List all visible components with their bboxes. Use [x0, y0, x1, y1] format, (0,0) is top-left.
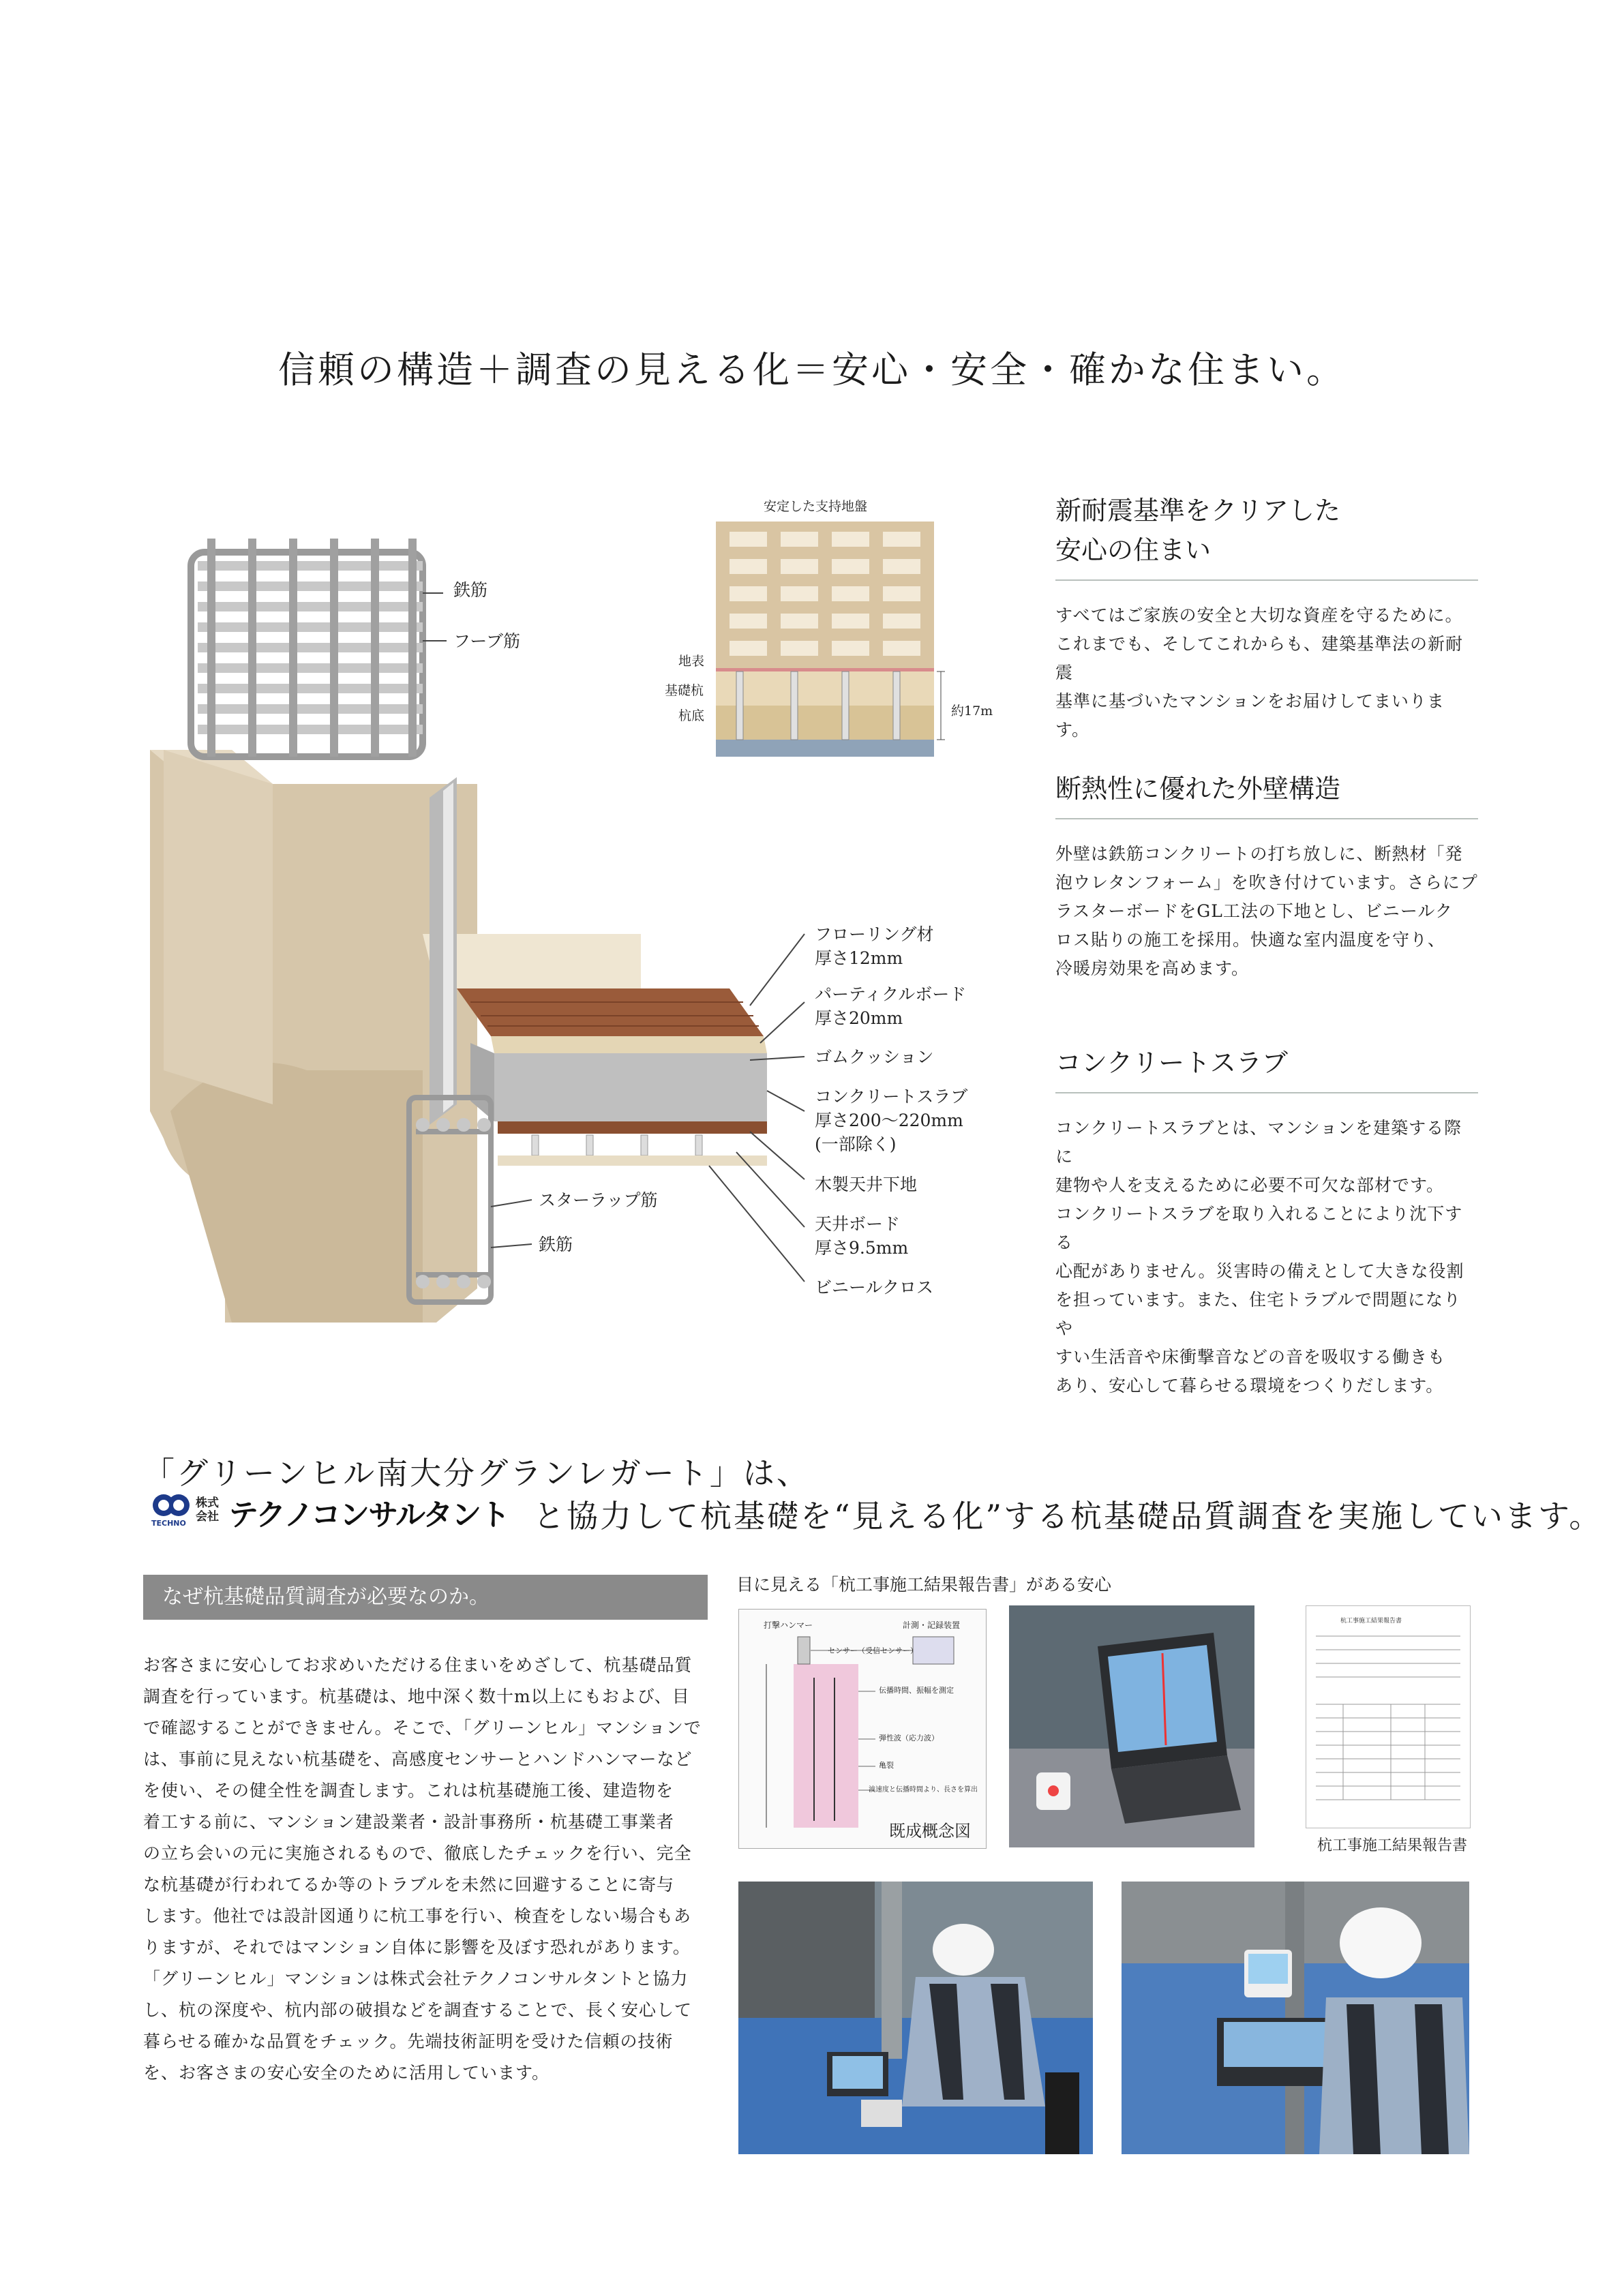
label-flooring: フローリング材	[815, 924, 934, 944]
section-slab-title: コンクリートスラブ	[1055, 1048, 1288, 1078]
section-seismic-title: 新耐震基準をクリアした	[1055, 496, 1341, 526]
section-divider	[1055, 1092, 1478, 1093]
report-document-title: 杭工事施工結果報告書	[1340, 1618, 1402, 1625]
concept-caption: 既成概念図	[889, 1822, 971, 1841]
section-divider	[1055, 818, 1478, 819]
section-slab-body: コンクリートスラブとは、マンションを建築する際に 建物や人を支えるために必要不可欠な部材です。 コンクリートスラブを取り入れることにより沈下する 心配がありません。災害時の備えとして大きな役割 を担っています。また、住宅トラブルで問題になりや すい生活音や床衝撃音などの音を吸収する働きも あり、安心して暮らせる環境をつくりだします。	[1055, 1118, 1464, 1395]
label-wood-ceiling: 木製天井下地	[815, 1175, 918, 1194]
report-caption: 杭工事施工結果報告書	[1317, 1837, 1468, 1854]
section-slab	[1055, 1043, 1478, 1400]
label-slab: コンクリートスラブ	[815, 1087, 968, 1106]
label-flooring-thk: 厚さ12mm	[815, 948, 903, 968]
section-insulation-title: 断熱性に優れた外壁構造	[1055, 774, 1341, 804]
section-insulation	[1055, 769, 1478, 983]
report-heading: 目に見える「杭工事施工結果報告書」がある安心	[736, 1575, 1112, 1595]
section-divider	[1055, 579, 1478, 581]
page-title: 信頼の構造＋調査の見える化＝安心・安全・確かな住まい。	[278, 348, 1346, 391]
wave-label: 伝播時間、振幅を測定	[879, 1686, 954, 1695]
techno-logo-icon	[151, 1492, 192, 1530]
pile-diagram	[716, 522, 948, 764]
collab-line-2: と協力して杭基礎を“見える化”する杭基礎品質調査を実施しています。	[533, 1498, 1603, 1535]
pile-depth-label: 約17m	[951, 704, 993, 719]
photo-inspection-worker-2	[1122, 1882, 1469, 2154]
concept-diagram	[738, 1609, 987, 1849]
report-document	[1306, 1605, 1471, 1828]
label-ceiling-board: 天井ボード	[815, 1214, 901, 1234]
label-particle: パーティクルボード	[815, 984, 967, 1004]
label-hoop: フーブ筋	[453, 631, 521, 651]
label-rubber: ゴムクッション	[815, 1047, 934, 1067]
photo-measurement-device	[1009, 1605, 1254, 1847]
hammer-label: 打撃ハンマー	[764, 1620, 813, 1630]
logo-mark: TECHNO	[151, 1519, 186, 1528]
section-insulation-body: 外壁は鉄筋コンクリートの打ち放しに、断熱材「発 泡ウレタンフォーム」を吹き付けています。さらにプ ラスターボードをGL工法の下地とし、ビニールク ロス貼りの施工を採用。快適な室内温度を守り、 冷暖房効果を高めます。	[1055, 844, 1478, 978]
label-slab-note: (一部除く)	[815, 1134, 897, 1154]
pile-ground-label: 地表	[678, 654, 705, 669]
label-ceiling-thk: 厚さ9.5mm	[815, 1238, 909, 1258]
pile-diagram-title: 安定した支持地盤	[764, 499, 868, 514]
crack-label: 亀裂	[879, 1761, 894, 1770]
collab-line-1: 「グリーンヒル南大分グランレガート」は、	[143, 1455, 810, 1492]
section-seismic-body: すべてはご家族の安全と大切な資産を守るために。 これまでも、そしてこれからも、建築基準法の新耐震 基準に基づいたマンションをお届けしてまいります。	[1055, 605, 1464, 740]
logo-small-text: 株式会社	[196, 1496, 219, 1524]
label-particle-thk: 厚さ20mm	[815, 1008, 903, 1028]
label-rebar-bottom: 鉄筋	[539, 1235, 573, 1254]
calc-label: 波速度と伝播時間より、長さを算出	[869, 1786, 978, 1794]
label-slab-thk: 厚さ200〜220mm	[815, 1111, 963, 1130]
logo-name: テクノコンサルタント	[228, 1498, 509, 1532]
label-vinyl: ビニールクロス	[815, 1278, 934, 1297]
label-rebar-top: 鉄筋	[453, 580, 488, 600]
recorder-label: 計測・記録装置	[903, 1620, 961, 1630]
sensor-label: センサー（受信センサー）	[828, 1646, 918, 1655]
why-heading-bar: なぜ杭基礎品質調査が必要なのか。	[143, 1575, 708, 1620]
pile-label: 基礎杭	[665, 683, 704, 698]
pile-bottom-label: 杭底	[678, 708, 705, 723]
section-seismic-title-2: 安心の住まい	[1055, 535, 1212, 565]
photo-inspection-worker-1	[738, 1882, 1093, 2154]
label-stirrup: スターラップ筋	[539, 1190, 658, 1210]
velocity-label: 弾性波（応力波）	[879, 1734, 939, 1742]
section-seismic	[1055, 491, 1478, 744]
why-body: お客さまに安心してお求めいただける住まいをめざして、杭基礎品質 調査を行っています。杭基礎は、地中深く数十m以上にもおよび、目 で確認することができません。そこで、「グリーンヒル」マンションで は、事前に見えない杭基礎を、高感度センサーとハンドハンマーなど を使い、その健全性を調査します。これは杭基礎施工後、建造物を 着工する前に、マンション建設業者・設計事務所・杭基礎工事業者 の立ち会いの元に実施されるもので、徹底したチェックを行い、完全 な杭基礎が行われてるか等のトラブルを未然に回避することに寄与 します。他社では設計図通りに杭工事を行い、検査をしない場合もあ りますが、それではマンション自体に影響を及ぼす恐れがあります。 「グリーンヒル」マンションは株式会社テクノコンサルタントと協力 し、杭の深度や、杭内部の破損などを調査することで、長く安心して 暮らせる確かな品質をチェック。先端技術証明を受けた信頼の技術 を、お客さまの安心安全のために活用しています。	[143, 1655, 702, 2083]
